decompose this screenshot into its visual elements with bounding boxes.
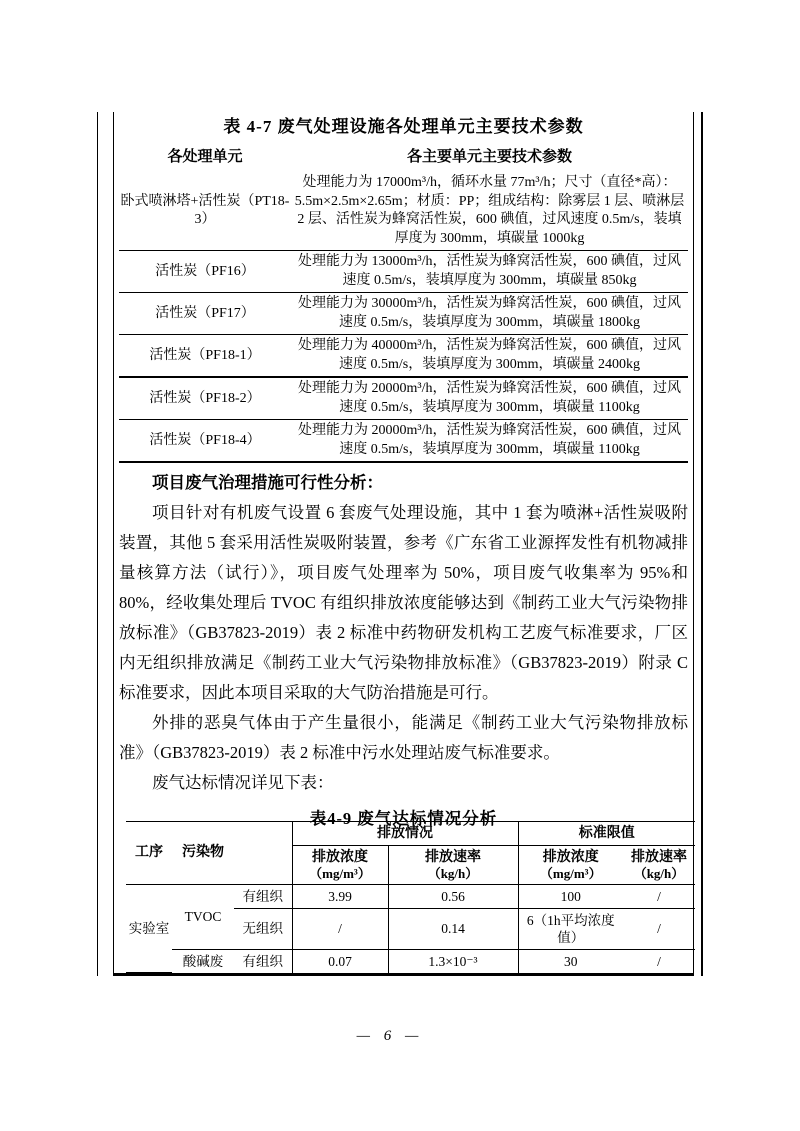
table-row — [126, 949, 695, 973]
std-conc-cell: 100 — [518, 884, 623, 908]
table49-subheader-rate: 排放速率 （kg/h） — [388, 845, 518, 884]
process-cell: 实验室 — [126, 884, 172, 973]
conc-cell: 0.07 — [292, 949, 388, 973]
params-cell: 处理能力为 13000m³/h，活性炭为蜂窝活性炭，600 碘值，过风速度 0.5m/s，装填厚度为 300mm，填碳量 850kg — [291, 251, 688, 293]
table-row — [126, 884, 695, 908]
page-frame-left-line — [97, 112, 98, 976]
params-cell: 处理能力为 20000m³/h，活性炭为蜂窝活性炭，600 碘值，过风速度 0.5m/s，装填厚度为 300mm，填碳量 1100kg — [291, 377, 688, 420]
table49-header-limit: 标准限值 — [518, 821, 695, 845]
table49-subheader-std-rate: 排放速率 （kg/h） — [623, 845, 695, 884]
table49-header-emission: 排放情况 — [292, 821, 518, 845]
params-cell: 处理能力为 30000m³/h，活性炭为蜂窝活性炭，600 碘值，过风速度 0.5m/s，装填厚度为 300mm，填碳量 1800kg — [291, 293, 688, 335]
params-cell: 处理能力为 17000m³/h，循环水量 77m³/h；尺寸（直径*高）：5.5m×2.5m×2.65m；材质：PP；组成结构：除雾层 1 层、喷淋层 2 层、活性炭为蜂窝活性炭，600 碘值，过风速度 0.5m/s，装填厚度为 300mm，填碳量 1000kg — [291, 172, 688, 251]
type-cell: 有组织 — [234, 949, 292, 973]
std-rate-cell: / — [623, 884, 695, 908]
rate-cell: 0.56 — [388, 884, 518, 908]
unit-cell: 活性炭（PF18-2） — [119, 377, 291, 420]
analysis-paragraph-3: 废气达标情况详见下表： — [152, 773, 334, 792]
table49-header-process: 工序 — [126, 821, 172, 884]
analysis-paragraph-1: 项目针对有机废气设置 6 套废气处理设施，其中 1 套为喷淋+活性炭吸附装置，其他 5 套采用活性炭吸附装置，参考《广东省工业源挥发性有机物减排量核算方法（试行）》，项目废气处理率为 50%，项目废气收集率为 95%和 80%，经收集处理后 TVOC 有组织排放浓度能够达到《制药工业大气污染物排放标准》（GB37823-2019）表 2 标准中药物研发机构工艺废气标准要求，厂区内无组织排放满足《制药工业大气污染物排放标准》（GB37823-2019）附录 C 标准要求，因此本项目采取的大气防治措施是可行。 — [119, 503, 688, 702]
unit-cell: 活性炭（PF18-4） — [119, 420, 291, 463]
type-cell: 无组织 — [234, 908, 292, 949]
table49-title: 表4-9 废气达标情况分析 — [309, 809, 498, 828]
analysis-paragraph-2: 外排的恶臭气体由于产生量很小，能满足《制药工业大气污染物排放标准》（GB37823-2019）表 2 标准中污水处理站废气标准要求。 — [119, 713, 688, 762]
table-row — [119, 293, 688, 335]
table49-header-group-row — [126, 821, 695, 845]
content-area — [114, 112, 693, 973]
pollutant-cell: TVOC — [172, 884, 234, 949]
rate-cell: 0.14 — [388, 908, 518, 949]
table49 — [126, 821, 695, 974]
table49-header-type-blank — [234, 821, 292, 884]
table47 — [119, 140, 688, 463]
rate-cell: 1.3×10⁻³ — [388, 949, 518, 973]
analysis-section — [119, 468, 688, 798]
table47-title: 表 4-7 废气处理设施各处理单元主要技术参数 — [223, 117, 584, 136]
pollutant-cell: 酸碱废 — [182, 953, 224, 969]
table47-header-params: 各主要单元主要技术参数 — [406, 149, 572, 165]
std-conc-cell: 30 — [564, 953, 578, 969]
table47-header-unit: 各处理单元 — [167, 149, 243, 165]
params-cell: 处理能力为 40000m³/h，活性炭为蜂窝活性炭，600 碘值，过风速度 0.5m/s，装填厚度为 300mm，填碳量 2400kg — [291, 335, 688, 378]
std-rate-cell: / — [657, 953, 661, 969]
footer-page-number: — 6 — — [356, 1028, 424, 1044]
conc-cell: 3.99 — [292, 884, 388, 908]
table-row — [119, 172, 688, 251]
std-conc-cell: 6（1h平均浓度值） — [518, 908, 623, 949]
table-row — [119, 420, 688, 463]
table49-subheader-conc: 排放浓度 （mg/m³） — [292, 845, 388, 884]
table47-header-row — [119, 140, 688, 172]
table-row — [119, 251, 688, 293]
type-cell: 有组织 — [234, 884, 292, 908]
unit-cell: 卧式喷淋塔+活性炭（PT18-3） — [119, 172, 291, 251]
unit-cell: 活性炭（PF16） — [119, 251, 291, 293]
conc-cell: / — [292, 908, 388, 949]
table-row — [119, 335, 688, 378]
unit-cell: 活性炭（PF18-1） — [119, 335, 291, 378]
params-cell: 处理能力为 20000m³/h，活性炭为蜂窝活性炭，600 碘值，过风速度 0.5m/s，装填厚度为 300mm，填碳量 1100kg — [291, 420, 688, 463]
page-frame-right-line — [701, 112, 703, 976]
table49-subheader-std-conc: 排放浓度 （mg/m³） — [518, 845, 623, 884]
table49-header-pollutant: 污染物 — [172, 821, 234, 884]
content-frame — [113, 112, 694, 976]
std-rate-cell: / — [623, 908, 695, 949]
analysis-heading: 项目废气治理措施可行性分析： — [152, 473, 383, 492]
table-row — [119, 377, 688, 420]
unit-cell: 活性炭（PF17） — [119, 293, 291, 335]
